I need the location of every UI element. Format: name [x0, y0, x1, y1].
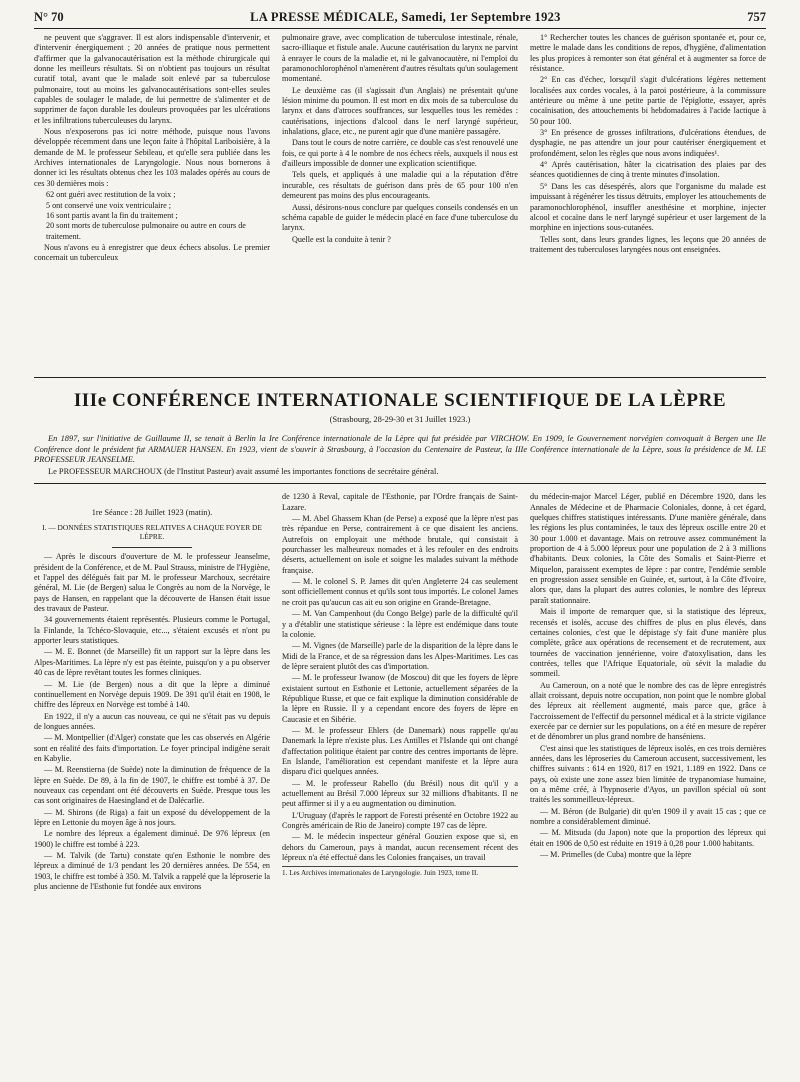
paragraph: — M. Mitsuda (du Japon) note que la proportion des lépreux qui était en 1906 de 0,50 est réduite en 1919 à 0,28 pour 1.000 habitants. [530, 828, 766, 848]
paragraph: Mais il importe de remarquer que, si la statistique des lépreux, recensés et isolés, accuse des chiffres de plus en plus élevés, dans certaines colonies, c'est que le dépistage s'y fait d'une manière plus complète, grâce aux opérations de recensement et de recrutement, aux tournées de vaccination jennérienne, voire d'atoxylisation, dans les contrées, telles que l'Afrique Equatoriale, où sévit la maladie du sommeil. [530, 607, 766, 679]
conference-report [34, 492, 766, 1060]
issue-number: N° 70 [34, 10, 64, 24]
paragraph: — M. Abel Ghassem Khan (de Perse) a exposé que la lèpre n'est pas très répandue en Perse, contrairement à ce que disaient les anciens. Autrefois on employait une méthode brutale, qui consistait à pourchasser les malheureux nomades et à les refouler en des endroits déserts, actuellement on isole et soigne les malades suivant la méthode française. [282, 514, 518, 575]
paragraph: — Après le discours d'ouverture de M. le professeur Jeanselme, président de la Conférence, et de M. Paul Strauss, ministre de l'Hygiène, et l'appel des délégués fait par M. le professeur Marchoux, secrétaire général, M. Lie (de Bergen) salua le Congrès au nom de la Norvège, le pays de Hansen, en rappelant que la découverte de Hansen était issue des travaux de Pasteur. [34, 552, 270, 614]
paragraph: — M. Van Campenhout (du Congo Belge) parle de la difficulté qu'il y a d'établir une statistique sérieuse : la lèpre est endémique dans toute la colonie. [282, 609, 518, 639]
page-number: 757 [747, 10, 766, 24]
paragraph: — M. le professeur Ehlers (de Danemark) nous rappelle qu'au Danemark la lèpre n'existe plus. Les Antilles et l'Islande qui ont changé d'affectation politique étaient par contre des centres importants de lèpre. En Islande, l'amélioration est cependant manifeste et la lèpre aura disparu d'ici quelques années. [282, 725, 518, 777]
paragraph: — M. le colonel S. P. James dit qu'en Angleterre 24 cas seulement sont officiellement connus et qu'ils sont tous importés. Le colonel James ne croit pas qu'aucun cas ait eu son origine en Grande-Bretagne. [282, 577, 518, 607]
paragraph: 1° Rechercher toutes les chances de guérison spontanée et, pour ce, mettre le malade dans les conditions de repos, d'hygiène, d'alimentation les plus propices à remonter son état général et à augmenter sa force de résistance. [530, 33, 766, 74]
paragraph: Tels quels, et appliqués à une maladie qui a la réputation d'être incurable, ces résultats de guérison dans près de 65 pour 100 n'en demeurent pas moins des plus encourageants. [282, 170, 518, 201]
paragraph: — M. le professeur Iwanow (de Moscou) dit que les foyers de lèpre existaient surtout en Esthonie et Lettonie, actuellement séparées de la République Russe, et que ce fait explique la diminution considérable de la lèpre en Russie. Il y a cependant encore des foyers de lèpre en Caucasie et en Sibérie. [282, 673, 518, 724]
paragraph: Quelle est la conduite à tenir ? [292, 234, 391, 244]
paragraph: C'est ainsi que les statistiques de lépreux isolés, en ces trois dernières années, dans les léproseries du Cameroun accusent, successivement, les chiffres suivants : 614 en 1920, 817 en 1921, 1.189 en 1922. Dans ce pays, où existe une zone assez bien limitée de trypanomiase humaine, on a même créé, à l'hypnoserie d'Ayos, un pavillon spécial où sont traités les sommeilleux-lépreux. [530, 743, 766, 805]
paragraph: — M. Talvik (de Tartu) constate qu'en Esthonie le nombre des lépreux a diminué de 1/3 pendant les 20 dernières années. De 554, en 1903, le chiffre est tombé à 350. M. Talvik a rappelé que la léproserie la plus ancienne de l'Esthonie fut fondée aux environs [34, 851, 270, 892]
list-item: 16 sont partis avant la fin du traitement ; [46, 210, 178, 220]
paragraph: de 1230 à Reval, capitale de l'Esthonie, par l'Ordre français de Saint-Lazare. [282, 492, 518, 512]
report-column-1 [34, 492, 270, 1060]
paragraph: — M. Montpellier (d'Alger) constate que les cas observés en Algérie sont en réalité des faits d'importation. Le foyer principal indigène serait en Kabylie. [34, 733, 270, 763]
conference-intro-secretary: Le PROFESSEUR MARCHOUX (de l'Institut Pasteur) avait assumé les importantes fonctions de secrétaire général. [48, 466, 439, 476]
results-list [34, 190, 270, 242]
paragraph: — M. E. Bonnet (de Marseille) fit un rapport sur la lèpre dans les Alpes-Maritimes. La lèpre n'y est pas éteinte, puisqu'on y a pu observer 40 cas de lèpre revêtant toutes les formes cliniques. [34, 647, 270, 678]
paragraph: Nous n'exposerons pas ici notre méthode, puisque nous l'avons développée récemment dans une leçon faite à l'hôpital Lariboisière, à la demande de M. le professeur Sebileau, et qu'elle sera publiée dans les Archives internationales de Laryngologie. Nous nous bornerons à donner ici les résultats obtenus chez les 103 malades opérés au cours de ces 30 dernières mois : [34, 127, 270, 188]
paragraph: Dans tout le cours de notre carrière, ce double cas s'est renouvelé une fois, ce qui porte à 4 le nombre de nos échecs réels, auxquels il nous est d'ailleurs impossible de donner une explication scientifique. [282, 138, 518, 169]
paragraph: — M. le médecin inspecteur général Gouzien expose que si, en dehors du Cameroun, pays à mandat, aucun recensement récent des lépreux n'a été effectué dans les Colonies françaises, un travail [282, 832, 518, 863]
paragraph: du médecin-major Marcel Léger, publié en Décembre 1920, dans les Annales de Médecine et de Pharmacie Coloniales, donne, à cet égard, quelques chiffres statistiques intéressants. D'une manière générale, dans les régions les plus contaminées, le taux des lépreux oscille entre 20 et 30 pour 1.000 et davantage. Mais on retrouve assez communément la proportion de 4 à 5.000 lépreux pour une population de 2 à 3 millions d'habitants. Deux colonies, la Côte des Somalis et Saint-Pierre et Miquelon, paraissent exemptes de lèpre : par contre, l'endémie semble en progression assez sensible en Guinée, et, surtout, à la Côte d'Ivoire, alors que, dans la plupart des autres colonies, le nombre des lépreux paraît stationnaire. [530, 492, 766, 605]
top-column-2 [282, 33, 518, 377]
paragraph: 5° Dans les cas désespérés, alors que l'organisme du malade est impuissant à régénérer les tissus détruits, employer les attouchements de paramonochlorophénol, insuffler anesthésine et morphine, injecter alcool et cocaïne dans le nerf laryngé supérieur et user largement de la morphine en injections sous-cutanées. [530, 181, 766, 233]
paragraph: pulmonaire grave, avec complication de tuberculose intestinale, rénale, sacro-illiaque et fistule anale. Aucune cautérisation du larynx ne parvint à enrayer le cours de la maladie et, ni le galvanocautère, ni l'emploi du paramonochlorophénol n'amenèrent d'autres résultats qu'un soulagement momentané. [282, 33, 518, 84]
paragraph: — M. Vignes (de Marseille) parle de la disparition de la lèpre dans le Midi de la France, et de sa régression dans les Alpes-Maritimes. Les cas de lèpre seraient plutôt des cas d'importation. [282, 641, 518, 671]
top-article [34, 33, 766, 378]
paragraph: — M. le professeur Rabello (du Brésil) nous dit qu'il y a actuellement au Brésil 7.000 lépreux sur 32 millions d'habitants. Il ne peut affirmer si il y a eu augmentation ou diminution. [282, 778, 518, 809]
conference-subtitle: (Strasbourg, 28-29-30 et 31 Juillet 1923.) [329, 414, 471, 424]
conference-intro: En 1897, sur l'initiative de Guillaume II, se tenait à Berlin la Ire Conférence internationale de la Lèpre qui fut présidée par VIRCHOW. En 1909, le Gouvernement norvégien convoquait à Bergen une IIe Conférence dont le président fut ARMAUER HANSEN. En 1923, vient de s'ouvrir à Strasbourg, à l'occasion du Centenaire de Pasteur, la IIIe Conférence internationale de la Lèpre, sous la présidence de M. LE PROFESSEUR JEANSELME. [34, 434, 766, 465]
paragraph: 4° Après cautérisation, hâter la cicatrisation des plaies par des séances quotidiennes de cinq à trente minutes d'insolation. [530, 160, 766, 180]
list-item: 62 ont guéri avec restitution de la voix ; [46, 190, 176, 200]
paragraph: 3° En présence de grosses infiltrations, d'ulcérations étendues, de dysphagie, ne pas attendre un jour pour cautériser énergiquement et profondément, selon les règles que nous avons indiquées¹. [530, 128, 766, 158]
paragraph: En 1922, il n'y a aucun cas nouveau, ce qui ne s'était pas vu depuis de longues années. [34, 711, 270, 731]
heading-rule [112, 547, 192, 548]
report-column-2 [282, 492, 518, 1060]
top-column-1 [34, 33, 270, 377]
paragraph: — M. Lie (de Bergen) nous a dit que la lèpre a diminué continuellement en Norvège depuis 1909. De 391 qu'il était en 1908, le chiffre des lépreux en Norvège est tombé à 140. [34, 679, 270, 710]
top-column-3 [530, 33, 766, 377]
paragraph: L'Uruguay (d'après le rapport de Foresti présenté en Octobre 1922 au Congrès américain de Rio de Janeiro) compte 197 cas de lèpre. [282, 810, 518, 831]
list-item: 20 sont morts de tuberculose pulmonaire ou autre en cours de traitement. [46, 221, 246, 241]
paragraph: Le deuxième cas (il s'agissait d'un Anglais) ne présentait qu'une lésion minime du poumon. Il est mort en dix mois de sa tuberculose du larynx et dans d'atroces souffrances, sur lesquelles tous les remèdes : cautérisations, injections d'alcool dans le nerf laryngé supérieur, inhalations, glace, etc., ne purent agir que d'une manière passagère. [282, 85, 518, 137]
paragraph: Telles sont, dans leurs grandes lignes, les leçons que 20 années de traitement des tuberculoses laryngées nous ont enseignées. [530, 234, 766, 254]
report-column-3 [530, 492, 766, 1060]
paragraph: Aussi, désirons-nous conclure par quelques conseils condensés en un schéma capable de guider le médecin placé en face d'une tuberculose du larynx. [282, 202, 518, 233]
paragraph: — M. Primelles (de Cuba) montre que la lèpre [540, 850, 692, 860]
page-header [34, 10, 766, 29]
paragraph: ne peuvent que s'aggraver. Il est alors indispensable d'intervenir, et d'intervenir énergiquement ; 20 années de pratique nous permettent d'affirmer que la galvanocautérisation est la méthode chirurgicale qui donne les meilleurs résultats. Si on n'obtient pas toujours un résultat curatif total, avant que le malade soit enlevé par sa tuberculose pulmonaire, tout au moins les galvanocautérisations sont-elles seules capables de soulager le malade, de lui permettre de s'alimenter et de supprimer de façon durable les douleurs provoquées par les ulcérations et les infiltrations tuberculeuses du larynx. [34, 33, 270, 125]
paragraph: Au Cameroun, on a noté que le nombre des cas de lèpre enregistrés allait croissant, depuis notre occupation, non point que le nombre global des lépreux ait réellement augmenté, mais parce que, grâce à l'accroissement de l'effectif du personnel médical et à la stricte vigilance exercée par ce dernier sur les populations, on a été en mesure de repérer et de dénombrer un plus grand nombre de hanséniens. [530, 680, 766, 742]
paragraph: — M. Shirons (de Riga) a fait un exposé du développement de la lèpre en Lettonie du moyen âge à nos jours. [34, 807, 270, 827]
section-divider [34, 483, 766, 484]
journal-title: LA PRESSE MÉDICALE, Samedi, 1er Septembre 1923 [250, 10, 561, 24]
paragraph: Le nombre des lépreux a également diminué. De 976 lépreux (en 1900) le chiffre est tombé à 223. [34, 829, 270, 849]
footnote: 1. Les Archives internationales de Laryngologie. Juin 1923, tome II. [282, 866, 518, 878]
section-heading: I. — DONNÉES STATISTIQUES RELATIVES A CHAQUE FOYER DE LÈPRE. [42, 523, 262, 542]
list-item: 5 ont conservé une voix ventriculaire ; [46, 200, 171, 210]
conference-title: IIIe CONFÉRENCE INTERNATIONALE SCIENTIFIQUE DE LA LÈPRE [73, 390, 727, 411]
paragraph: 2° En cas d'échec, lorsqu'il s'agit d'ulcérations légères nettement localisées aux cordes vocales, à la paroi postérieure, à la commissure antérieure ou même à une petite partie de l'épiglotte, essayer, après cocaïnisation, des attouchements bi hebdomadaires à l'acide lactique à 50 pour 100. [530, 75, 766, 126]
paragraph: Nous n'avons eu à enregistrer que deux échecs absolus. Le premier concernait un tuberculeux [34, 242, 270, 263]
paragraph: 34 gouvernements étaient représentés. Plusieurs comme le Portugal, la Finlande, la Tchéco-Slovaquie, etc..., s'étaient excusés et n'ont pu apporter leurs statistiques. [34, 615, 270, 646]
session-heading: 1re Séance : 28 Juillet 1923 (matin). [91, 508, 213, 518]
paragraph: — M. Reenstierna (de Suède) note la diminution de fréquence de la lèpre en Suède. De 89, à la fin de 1907, le chiffre est tombé à 37. De nouveaux cas cependant ont été découverts en Suède. Presque tous les cas sont originaires de Haesingland et de Dalécarlie. [34, 765, 270, 806]
paragraph: — M. Béron (de Bulgarie) dit qu'en 1909 il y avait 15 cas ; que ce nombre a considérablement diminué. [530, 806, 766, 827]
